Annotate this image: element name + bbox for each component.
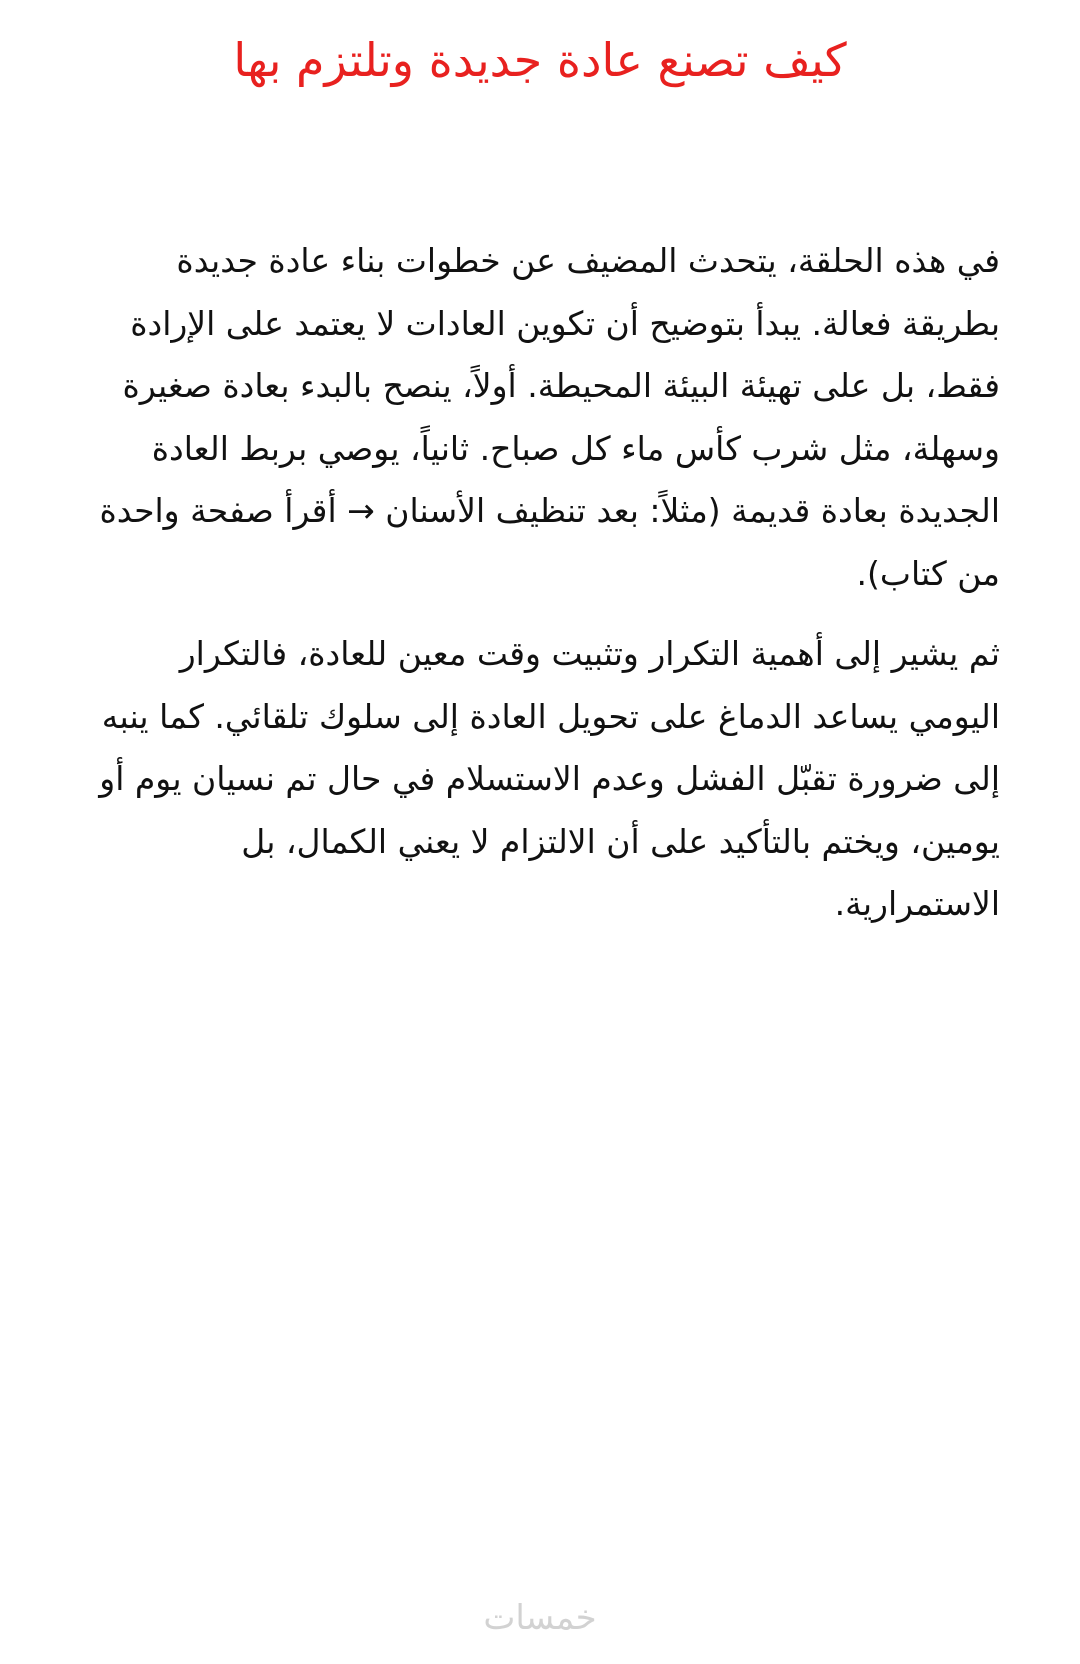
paragraph-repetition: ثم يشير إلى أهمية التكرار وتثبيت وقت معين للعادة، فالتكرار اليومي يساعد الدماغ على تحويل العادة إلى سلوك تلقائي. كما ينبه إلى ضرورة تقبّل الفشل وعدم الاستسلام في حال تم نسيان يوم أو يومين، ويختم بالتأكيد على أن الالتزام لا يعني الكمال، بل الاستمرارية.	[99, 634, 1000, 923]
page-title: كيف تصنع عادة جديدة وتلتزم بها	[233, 33, 847, 87]
watermark: خمسات	[483, 1598, 597, 1638]
paragraph-intro: في هذه الحلقة، يتحدث المضيف عن خطوات بناء عادة جديدة بطريقة فعالة. يبدأ بتوضيح أن تكوين العادات لا يعتمد على الإرادة فقط، بل على تهيئة البيئة المحيطة. أولاً، ينصح بالبدء بعادة صغيرة وسهلة، مثل شرب كأس ماء كل صباح. ثانياً، يوصي بربط العادة الجديدة بعادة قديمة (مثلاً: بعد تنظيف الأسنان → أقرأ صفحة واحدة من كتاب).	[99, 241, 1000, 593]
document-body	[92, 230, 1000, 954]
